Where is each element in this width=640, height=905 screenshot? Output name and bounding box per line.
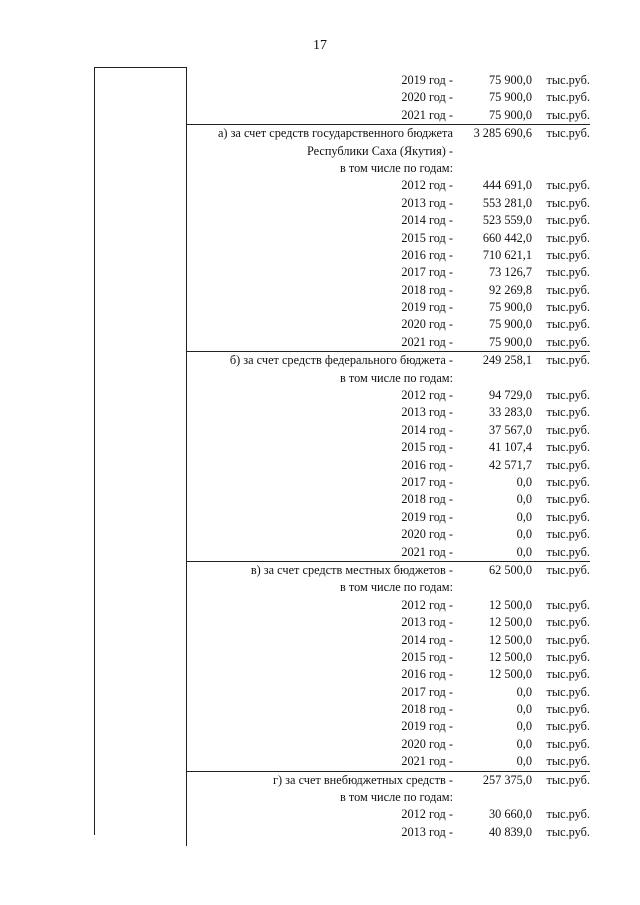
row-unit: тыс.руб. (546, 440, 590, 455)
row-value: 0,0 (516, 544, 532, 559)
row-label: 2017 год - (401, 684, 453, 699)
row-unit: тыс.руб. (546, 300, 590, 315)
row-value: 75 900,0 (488, 90, 532, 105)
row-label: 2020 год - (401, 527, 453, 542)
funding-section (187, 351, 590, 561)
row-value: 257 375,0 (482, 772, 532, 787)
row-value: 62 500,0 (488, 562, 532, 577)
row-value: 0,0 (516, 702, 532, 717)
table-row (187, 387, 590, 404)
row-label: 2016 год - (401, 667, 453, 682)
table-row (187, 491, 590, 508)
row-label: 2015 год - (401, 230, 453, 245)
row-value: 75 900,0 (488, 317, 532, 332)
row-value: 75 900,0 (488, 107, 532, 122)
row-value: 92 269,8 (488, 282, 532, 297)
row-label: 2016 год - (401, 457, 453, 472)
row-unit: тыс.руб. (546, 282, 590, 297)
row-unit: тыс.руб. (546, 230, 590, 245)
row-value: 0,0 (516, 509, 532, 524)
row-unit: тыс.руб. (546, 702, 590, 717)
row-value: 710 621,1 (482, 247, 532, 262)
row-label: 2018 год - (401, 702, 453, 717)
row-unit: тыс.руб. (546, 107, 590, 122)
row-label: а) за счет средств государственного бюджета (217, 126, 453, 141)
row-value: 37 567,0 (488, 422, 532, 437)
row-value: 12 500,0 (488, 632, 532, 647)
row-label: 2021 год - (401, 544, 453, 559)
row-unit: тыс.руб. (546, 754, 590, 769)
row-label: в том числе по годам: (339, 790, 453, 805)
table-row (187, 160, 590, 177)
table-row (187, 579, 590, 596)
row-value: 660 442,0 (482, 230, 532, 245)
row-unit: тыс.руб. (546, 736, 590, 751)
row-label: 2012 год - (401, 388, 453, 403)
table-row (187, 666, 590, 683)
table-row (187, 89, 590, 106)
table-row (187, 718, 590, 735)
row-unit: тыс.руб. (546, 719, 590, 734)
row-unit: тыс.руб. (546, 178, 590, 193)
table-row (187, 370, 590, 387)
row-label: г) за счет внебюджетных средств - (272, 772, 453, 787)
row-label: 2020 год - (401, 317, 453, 332)
row-unit: тыс.руб. (546, 247, 590, 262)
row-label: 2013 год - (401, 615, 453, 630)
table-row (187, 614, 590, 631)
row-label: 2015 год - (401, 649, 453, 664)
table-row (187, 247, 590, 264)
row-label: 2021 год - (401, 334, 453, 349)
table-row (187, 457, 590, 474)
table-row (187, 439, 590, 456)
row-value: 444 691,0 (482, 178, 532, 193)
row-label: 2012 год - (401, 597, 453, 612)
funding-section (187, 72, 590, 124)
table-row (187, 212, 590, 229)
row-value: 249 258,1 (482, 353, 532, 368)
row-unit: тыс.руб. (546, 772, 590, 787)
table-left-cell (94, 67, 187, 835)
row-unit: тыс.руб. (546, 824, 590, 839)
table-row (187, 649, 590, 666)
row-label: 2018 год - (401, 282, 453, 297)
row-label: 2019 год - (401, 73, 453, 87)
row-label: Республики Саха (Якутия) - (306, 143, 453, 158)
row-unit: тыс.руб. (546, 509, 590, 524)
table-row (187, 177, 590, 194)
row-value: 0,0 (516, 719, 532, 734)
row-label: 2014 год - (401, 213, 453, 228)
table-row (187, 107, 590, 124)
row-value: 12 500,0 (488, 615, 532, 630)
row-value: 40 839,0 (488, 824, 532, 839)
row-unit: тыс.руб. (546, 334, 590, 349)
table-row (187, 404, 590, 421)
table-row (187, 562, 590, 579)
row-unit: тыс.руб. (546, 195, 590, 210)
table-row (187, 422, 590, 439)
row-label: б) за счет средств федерального бюджета - (229, 353, 453, 368)
row-unit: тыс.руб. (546, 597, 590, 612)
row-label: в том числе по годам: (339, 580, 453, 595)
row-unit: тыс.руб. (546, 317, 590, 332)
row-unit: тыс.руб. (546, 265, 590, 280)
table-row (187, 701, 590, 718)
row-value: 0,0 (516, 736, 532, 751)
table-row (187, 72, 590, 89)
row-label: 2016 год - (401, 247, 453, 262)
row-unit: тыс.руб. (546, 73, 590, 87)
row-label: 2020 год - (401, 90, 453, 105)
table-row (187, 772, 590, 789)
row-value: 0,0 (516, 474, 532, 489)
table-row (187, 474, 590, 491)
table-row (187, 824, 590, 841)
row-label: в том числе по годам: (339, 370, 453, 385)
row-value: 42 571,7 (488, 457, 532, 472)
row-label: 2021 год - (401, 754, 453, 769)
row-value: 12 500,0 (488, 667, 532, 682)
row-unit: тыс.руб. (546, 388, 590, 403)
row-label: 2013 год - (401, 405, 453, 420)
row-label: 2018 год - (401, 492, 453, 507)
row-label: 2017 год - (401, 474, 453, 489)
table-row (187, 597, 590, 614)
row-value: 33 283,0 (488, 405, 532, 420)
row-unit: тыс.руб. (546, 353, 590, 368)
row-label: в) за счет средств местных бюджетов - (250, 562, 453, 577)
table-row (187, 143, 590, 160)
table-row (187, 125, 590, 142)
row-unit: тыс.руб. (546, 544, 590, 559)
row-unit: тыс.руб. (546, 126, 590, 141)
table-row (187, 299, 590, 316)
table-row (187, 526, 590, 543)
row-unit: тыс.руб. (546, 667, 590, 682)
row-unit: тыс.руб. (546, 213, 590, 228)
table-row (187, 352, 590, 369)
row-label: 2017 год - (401, 265, 453, 280)
row-value: 553 281,0 (482, 195, 532, 210)
row-label: 2021 год - (401, 107, 453, 122)
row-unit: тыс.руб. (546, 649, 590, 664)
table-row (187, 230, 590, 247)
row-label: 2014 год - (401, 632, 453, 647)
row-label: 2014 год - (401, 422, 453, 437)
row-label: 2012 год - (401, 178, 453, 193)
row-unit: тыс.руб. (546, 457, 590, 472)
row-value: 94 729,0 (488, 388, 532, 403)
row-value: 75 900,0 (488, 73, 532, 87)
table-row (187, 684, 590, 701)
row-value: 73 126,7 (488, 265, 532, 280)
row-value: 3 285 690,6 (473, 126, 532, 141)
row-value: 30 660,0 (488, 807, 532, 822)
table-row (187, 282, 590, 299)
row-value: 12 500,0 (488, 649, 532, 664)
row-value: 75 900,0 (488, 300, 532, 315)
row-unit: тыс.руб. (546, 684, 590, 699)
table-row (187, 195, 590, 212)
row-label: 2019 год - (401, 509, 453, 524)
row-value: 0,0 (516, 754, 532, 769)
row-unit: тыс.руб. (546, 562, 590, 577)
row-unit: тыс.руб. (546, 90, 590, 105)
row-value: 0,0 (516, 492, 532, 507)
row-value: 523 559,0 (482, 213, 532, 228)
row-value: 41 107,4 (488, 440, 532, 455)
table-row (187, 509, 590, 526)
row-unit: тыс.руб. (546, 492, 590, 507)
row-unit: тыс.руб. (546, 405, 590, 420)
funding-section (187, 124, 590, 351)
funding-table (187, 72, 590, 841)
row-value: 12 500,0 (488, 597, 532, 612)
table-row (187, 316, 590, 333)
table-row (187, 264, 590, 281)
table-row (187, 632, 590, 649)
row-unit: тыс.руб. (546, 474, 590, 489)
table-row (187, 806, 590, 823)
table-row (187, 736, 590, 753)
table-row (187, 544, 590, 561)
table-row (187, 789, 590, 806)
page-number: 17 (313, 38, 327, 53)
funding-section (187, 771, 590, 842)
row-label: 2019 год - (401, 719, 453, 734)
row-value: 0,0 (516, 527, 532, 542)
row-label: 2012 год - (401, 807, 453, 822)
row-value: 0,0 (516, 684, 532, 699)
row-label: 2013 год - (401, 824, 453, 839)
funding-section (187, 561, 590, 771)
row-unit: тыс.руб. (546, 632, 590, 647)
row-label: 2019 год - (401, 300, 453, 315)
table-row (187, 753, 590, 770)
row-unit: тыс.руб. (546, 807, 590, 822)
table-row (187, 334, 590, 351)
row-value: 75 900,0 (488, 334, 532, 349)
row-label: в том числе по годам: (339, 160, 453, 175)
row-label: 2015 год - (401, 440, 453, 455)
row-label: 2020 год - (401, 736, 453, 751)
row-unit: тыс.руб. (546, 422, 590, 437)
row-label: 2013 год - (401, 195, 453, 210)
row-unit: тыс.руб. (546, 527, 590, 542)
row-unit: тыс.руб. (546, 615, 590, 630)
